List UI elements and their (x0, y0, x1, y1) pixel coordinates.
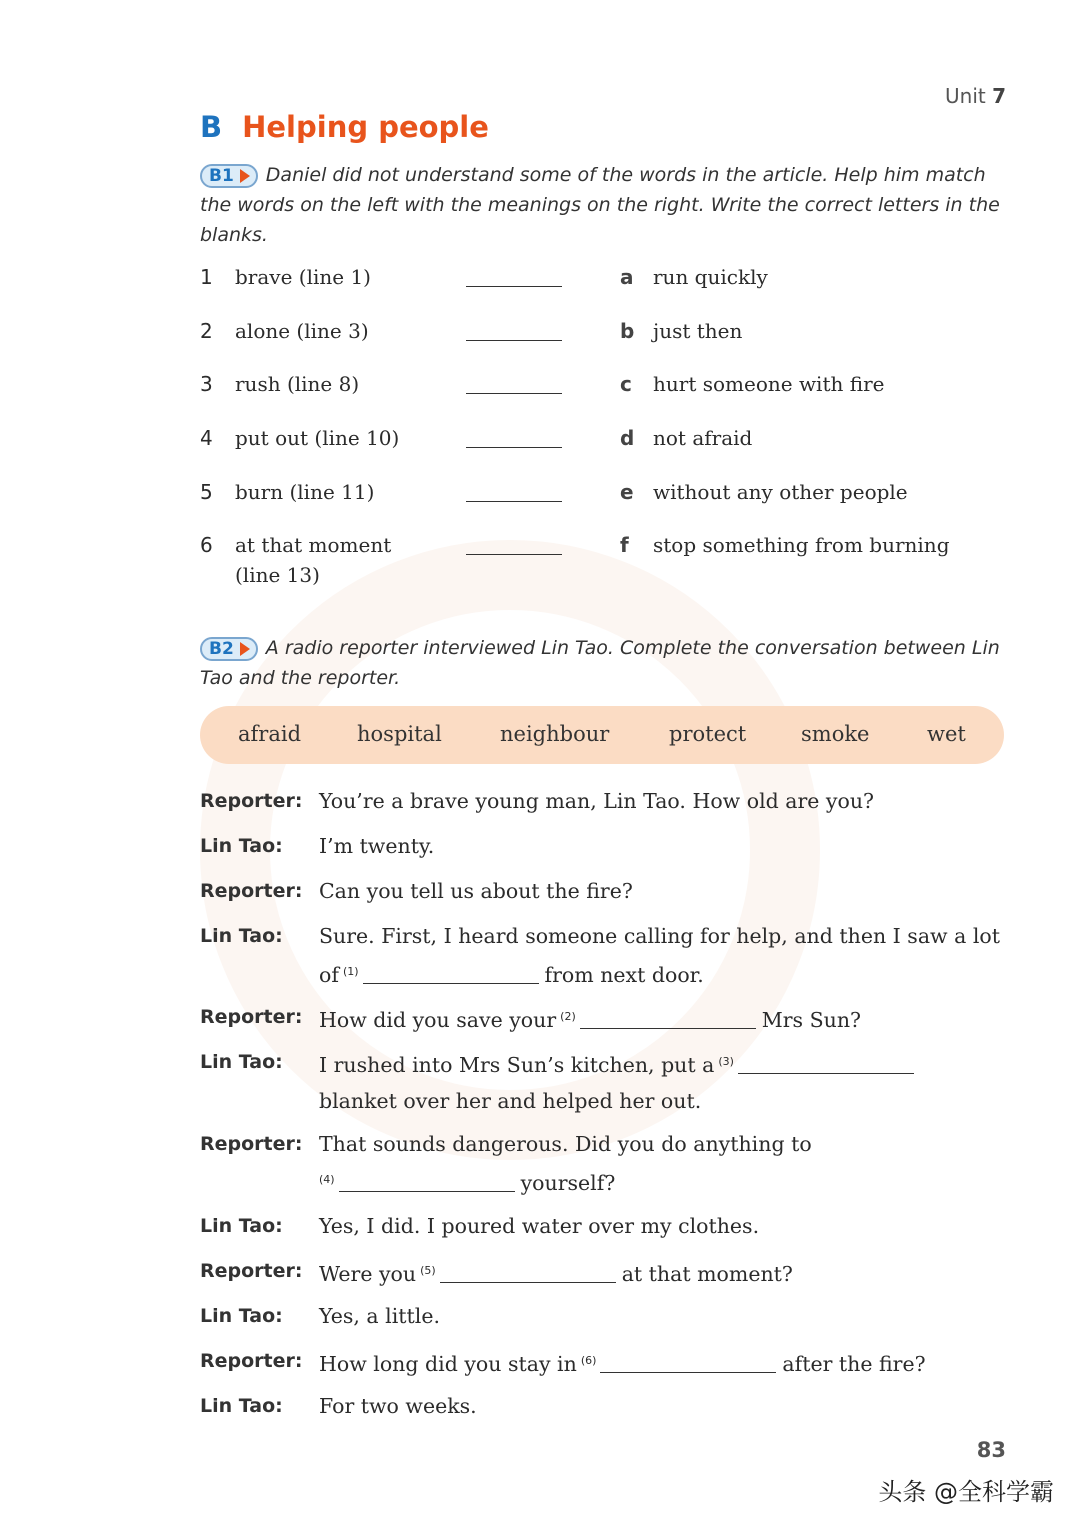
word-bank-item: hospital (357, 722, 442, 746)
speaker: Reporter: (200, 1133, 303, 1155)
line-text: I’m twenty. (319, 834, 435, 858)
gap-number: (3) (718, 1055, 734, 1068)
speaker: Reporter: (200, 880, 303, 902)
unit-label: Unit 7 (945, 84, 1006, 108)
item-word: brave (line 1) (235, 265, 371, 289)
word-bank (200, 706, 1004, 764)
speaker: Lin Tao: (200, 1051, 283, 1073)
section-title (200, 110, 489, 144)
speaker: Lin Tao: (200, 1215, 283, 1237)
answer-blank[interactable] (466, 393, 562, 394)
answer-blank[interactable] (466, 340, 562, 341)
answer-blank[interactable] (466, 286, 562, 287)
item-word: at that moment (line 13) (235, 533, 392, 587)
item-number: 1 (200, 265, 213, 289)
line-text: Sure. First, I heard someone calling for help, and then I saw a lot of $^{(1)}$ from next door. (319, 924, 1000, 987)
source-credit: 头条 @全科学霸 (878, 1478, 1054, 1506)
answer-gap[interactable] (339, 1171, 515, 1192)
meaning-text: run quickly (653, 265, 768, 289)
b1-instruction: B1 Daniel did not understand some of the words in the article. Help him match the words on the left with the meanings on the right. Write the correct letters in the blanks. (200, 164, 1000, 246)
item-number: 2 (200, 319, 213, 343)
answer-blank[interactable] (466, 501, 562, 502)
line-text: Yes, I did. I poured water over my clothes. (319, 1214, 760, 1238)
item-word: burn (line 11) (235, 480, 375, 504)
gap-number: (1) (342, 965, 359, 978)
gap-number: (4) (319, 1173, 335, 1186)
word-bank-item: wet (927, 722, 966, 746)
line-text: Can you tell us about the fire? (319, 879, 633, 903)
meaning-text: without any other people (653, 480, 908, 504)
speaker: Lin Tao: (200, 1305, 283, 1327)
meaning-letter: c (620, 372, 632, 396)
word-bank-item: protect (669, 722, 747, 746)
line-text: How did you save your $^{(2)}$ Mrs Sun? (319, 1008, 862, 1032)
b1-badge: B1 (200, 164, 258, 188)
b2-badge: B2 (200, 637, 258, 661)
meaning-letter: e (620, 480, 634, 504)
section-name: Helping people (242, 110, 489, 144)
item-number: 4 (200, 426, 213, 450)
item-word: rush (line 8) (235, 372, 360, 396)
gap-number: (5) (420, 1264, 436, 1277)
meaning-letter: d (620, 426, 635, 450)
item-word: put out (line 10) (235, 426, 400, 450)
line-text: You’re a brave young man, Lin Tao. How old are you? (319, 789, 875, 813)
line-text: Yes, a little. (319, 1304, 440, 1328)
line-text: I rushed into Mrs Sun’s kitchen, put a $^{(3)}$ blanket over her and helped her out. (319, 1044, 1019, 1119)
meaning-text: not afraid (653, 426, 753, 450)
meaning-letter: b (620, 319, 635, 343)
answer-blank[interactable] (466, 447, 562, 448)
speaker: Lin Tao: (200, 835, 283, 857)
meaning-text: just then (653, 319, 743, 343)
word-bank-item: neighbour (500, 722, 610, 746)
item-word: alone (line 3) (235, 319, 369, 343)
gap-number: (6) (580, 1354, 597, 1367)
line-text: For two weeks. (319, 1394, 477, 1418)
line-text: That sounds dangerous. Did you do anything to $^{(4)}$ yourself? (319, 1132, 812, 1195)
b2-instruction: B2 A radio reporter interviewed Lin Tao. Complete the conversation between Lin Tao and the reporter. (200, 637, 1000, 689)
page-number: 83 (976, 1438, 1006, 1462)
meaning-letter: a (620, 265, 634, 289)
speaker: Lin Tao: (200, 925, 283, 947)
answer-gap[interactable] (738, 1053, 914, 1074)
section-letter: B (200, 110, 223, 144)
word-bank-item: afraid (238, 722, 302, 746)
item-number: 5 (200, 480, 213, 504)
speaker: Reporter: (200, 790, 303, 812)
speaker: Reporter: (200, 1006, 303, 1028)
gap-number: (2) (560, 1010, 576, 1023)
speaker: Reporter: (200, 1260, 303, 1282)
answer-gap[interactable] (363, 963, 539, 984)
answer-blank[interactable] (466, 554, 562, 555)
meaning-text: stop something from burning (653, 533, 950, 557)
answer-gap[interactable] (580, 1008, 756, 1029)
item-number: 6 (200, 533, 213, 557)
answer-gap[interactable] (600, 1352, 776, 1373)
word-bank-item: smoke (801, 722, 870, 746)
line-text: Were you $^{(5)}$ at that moment? (319, 1262, 793, 1286)
speaker: Reporter: (200, 1350, 303, 1372)
line-text: How long did you stay in $^{(6)}$ after the fire? (319, 1352, 926, 1376)
meaning-text: hurt someone with fire (653, 372, 885, 396)
answer-gap[interactable] (440, 1262, 616, 1283)
item-number: 3 (200, 372, 213, 396)
speaker: Lin Tao: (200, 1395, 283, 1417)
meaning-letter: f (620, 533, 629, 557)
